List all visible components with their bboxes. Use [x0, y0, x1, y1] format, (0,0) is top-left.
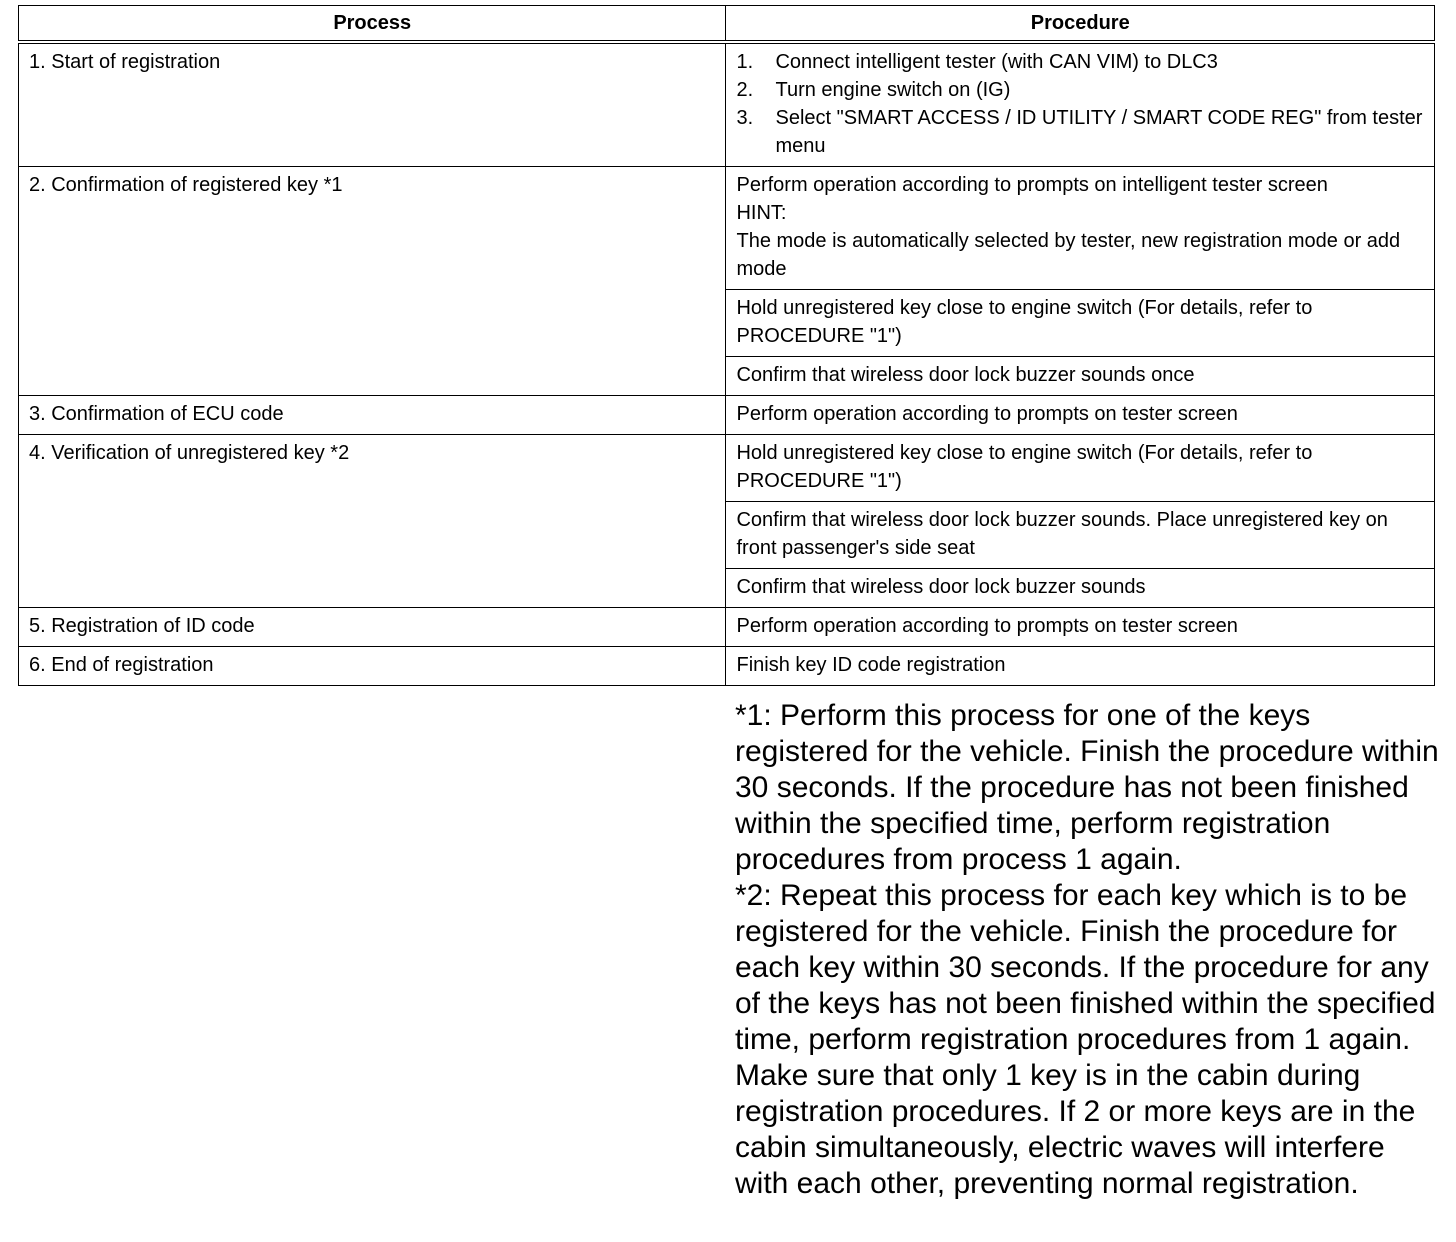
hint-label: HINT: — [736, 202, 787, 224]
procedure-cell: Confirm that wireless door lock buzzer sounds — [726, 569, 1435, 608]
procedure-cell: Perform operation according to prompts on tester screen — [726, 396, 1435, 435]
procedure-cell: Finish key ID code registration — [726, 647, 1435, 686]
step-number: 1. — [736, 51, 754, 73]
procedure-cell: Confirm that wireless door lock buzzer sounds once — [726, 357, 1435, 396]
list-item — [736, 104, 1424, 160]
table-row — [19, 396, 1435, 435]
process-cell: 2. Confirmation of registered key *1 — [19, 167, 726, 396]
procedure-cell: Hold unregistered key close to engine switch (For details, refer to PROCEDURE "1") — [726, 290, 1435, 357]
footnotes — [735, 698, 1440, 1202]
step-text: Turn engine switch on (IG) — [775, 79, 1011, 101]
list-item — [736, 48, 1424, 76]
procedure-cell: Confirm that wireless door lock buzzer sounds. Place unregistered key on front passenger's side seat — [726, 502, 1435, 569]
table-row — [19, 435, 1435, 502]
table-row — [19, 608, 1435, 647]
table-row — [19, 647, 1435, 686]
process-cell: 5. Registration of ID code — [19, 608, 726, 647]
process-cell: 1. Start of registration — [19, 42, 726, 167]
procedure-cell: Hold unregistered key close to engine switch (For details, refer to PROCEDURE "1") — [726, 435, 1435, 502]
registration-procedure-table — [18, 5, 1435, 686]
footnote-1: *1: Perform this process for one of the keys registered for the vehicle. Finish the procedure within 30 seconds. If the procedure has not been finished within the specified time, perform registration procedures from process 1 again. — [735, 699, 1439, 876]
procedure-cell — [726, 167, 1435, 290]
table-row — [19, 42, 1435, 167]
header-procedure: Procedure — [726, 6, 1435, 43]
step-text: Connect intelligent tester (with CAN VIM) to DLC3 — [775, 51, 1218, 73]
step-number: 2. — [736, 79, 754, 101]
table-row — [19, 167, 1435, 290]
header-process: Process — [19, 6, 726, 43]
procedure-text: Perform operation according to prompts on intelligent tester screen — [736, 174, 1328, 196]
step-text: Select "SMART ACCESS / ID UTILITY / SMART CODE REG" from tester menu — [775, 107, 1423, 157]
list-item — [736, 76, 1424, 104]
hint-text: The mode is automatically selected by tester, new registration mode or add mode — [736, 230, 1401, 280]
process-cell: 6. End of registration — [19, 647, 726, 686]
table-header-row — [19, 6, 1435, 43]
step-number: 3. — [736, 107, 754, 129]
process-cell: 4. Verification of unregistered key *2 — [19, 435, 726, 608]
process-cell: 3. Confirmation of ECU code — [19, 396, 726, 435]
step-list — [736, 48, 1424, 160]
procedure-cell — [726, 42, 1435, 167]
procedure-cell: Perform operation according to prompts on tester screen — [726, 608, 1435, 647]
footnote-2: *2: Repeat this process for each key which is to be registered for the vehicle. Finish the procedure for each key within 30 seconds. If the procedure for any of the keys has not been finished within the specified time, perform registration procedures from 1 again. Make sure that only 1 key is in the cabin during registration procedures. If 2 or more keys are in the cabin simultaneously, electric waves will interfere with each other, preventing normal registration. — [735, 879, 1436, 1200]
